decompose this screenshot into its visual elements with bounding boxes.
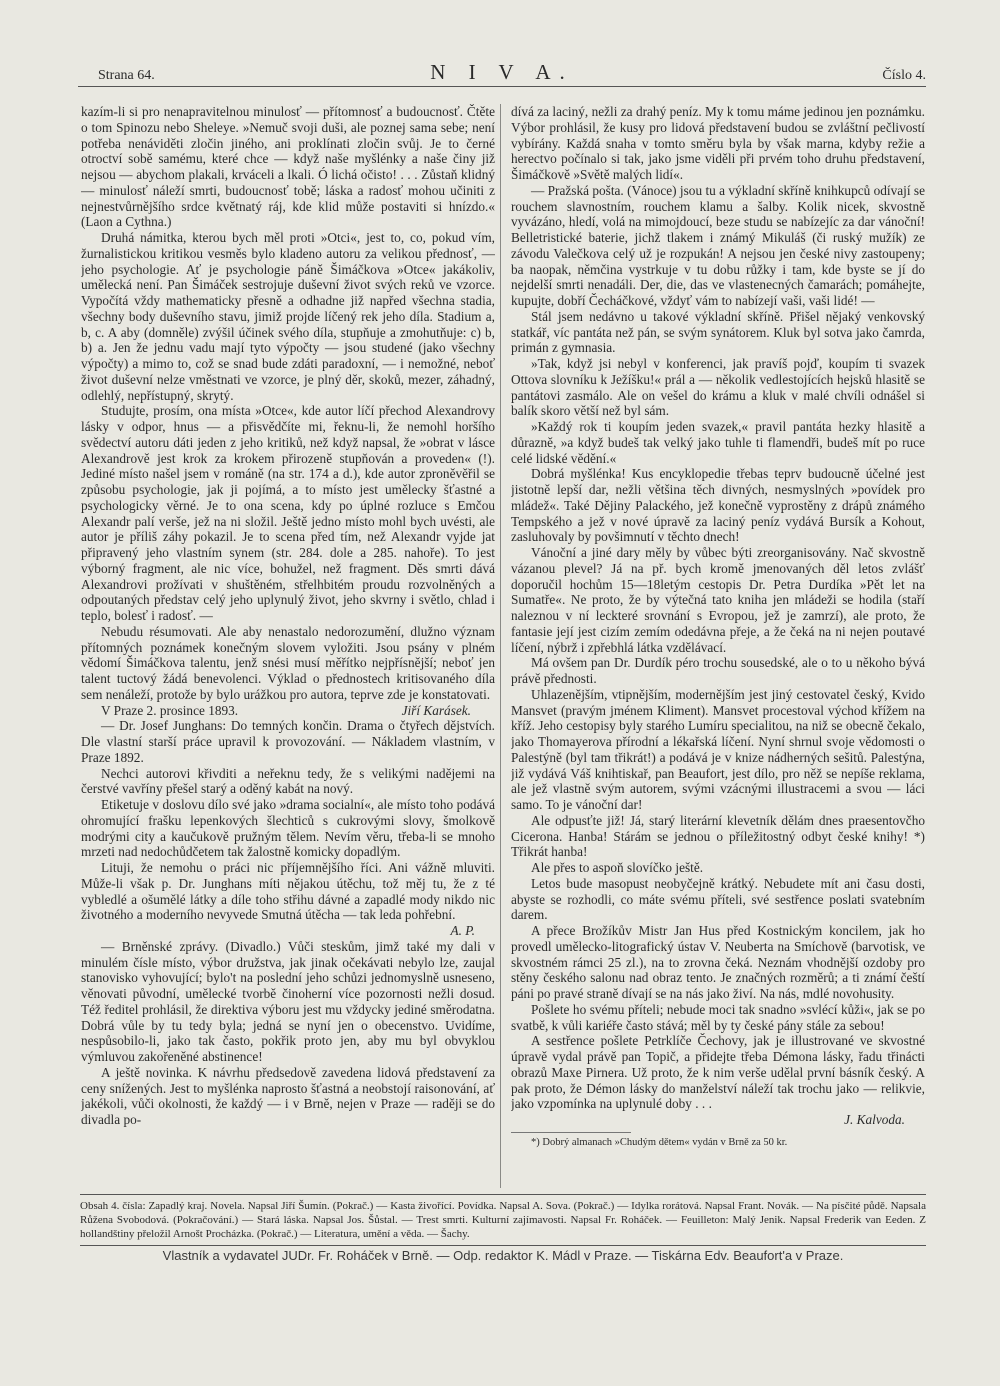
page-number: Strana 64.: [98, 68, 155, 83]
right-column: [511, 104, 925, 1188]
dateline-signature: [81, 703, 495, 719]
paragraph: Nechci autorovi křivditi a neřeknu tedy, že s velikými nadějemi na čerstvé vavříny přešel starý a oděný kabát na nový.: [81, 765, 495, 797]
paragraph: Uhlazenějším, vtipnějším, modernějším jest jiný cestovatel český, Kvido Mansvet (pravým jménem Kliment). Mansvet procestoval východ křížem na kříž. Jeho cestopisy byly starého Lumíru specialitou, na niž se obecně čekalo, jako Thomayerova přírodní a lékařská líčení. Nyní shrnul svoje vědomosti o Palestýně (byl tam třikrát!) a podává je v knize nádherných sešitů. Palestýna, již vydává Váš knihtiskař, pan Beaufort, jest dílo, pro něž se nepíše reklama, ale jež vlastně svým autorem, svými vzácnými illustracemi a svou — láci samo. To je vánoční dar!: [511, 686, 925, 812]
paragraph: Letos bude masopust neobyčejně krátký. Nebudete mít ani času dosti, abyste se rozhodli, co máte svému příteli, své sestřence poslati svatebním darem.: [511, 875, 925, 923]
review-heading-paragraph: — Dr. Josef Junghans: Do temných končin. Drama o čtyřech dějstvích. Dle vlastní starší práce upravil k provozování. — Nákladem vlastním, v Praze 1892.: [81, 718, 495, 765]
column-divider: [500, 104, 501, 1188]
paragraph: Ale přes to aspoň slovíčko ještě.: [531, 860, 704, 875]
signature: J. Kalvoda.: [844, 1112, 905, 1127]
imprint: Vlastník a vydavatel JUDr. Fr. Roháček v Brně. — Odp. redaktor K. Mádl v Praze. — Tiskárna Edv. Beaufort'a v Praze.: [162, 1248, 844, 1263]
left-column: [81, 104, 495, 1188]
paragraph: Stál jsem nedávno u takové výkladní skříně. Přišel nějaký venkovský statkář, víc pantáta než pán, se svým synátorem. Kluk byl sotva jako čamrda, primán z gymnasia.: [511, 308, 925, 356]
paragraph: dívá za laciný, nežli za drahý peníz. My k tomu máme jedinou jen poznámku. Výbor prohlásil, že kusy pro lidová představení budou se zvláštní pečlivostí vybírány. Každá snaha v tomto směru byla by však marna, kdyby režie a herectvo počínalo si tak, jako jsme viděli při prvém toho druhu představení, Šimáčkově »Světě malých lidí«.: [511, 104, 925, 182]
paragraph: Etiketuje v doslovu dílo své jako »drama socialní«, ale místo toho podává ohromující frašku lepenkových šlechticů s cukrovými slovy, šmolkově modrými city a kaučukově pružným tělem. Nevím věru, třeba-li se mnoho mrzeti nad nedochůdčetem tak žalostně komicky dopadlým.: [81, 797, 495, 860]
journal-title: N I V A.: [430, 60, 574, 84]
paragraph: Druhá námitka, kterou bych měl proti »Otci«, jest to, co, pokud vím, žurnalistickou kritikou vesměs bylo kladeno autoru za velikou přednosť, — jeho psychologie. Ať je psychologie páně Šimáčkova »Otce« jakákoliv, umělecká není. Pan Šimáček sestrojuje duševní život svých reků ve vzorce. Vypočítá vždy mathematicky přesně a odhadne již napřed všechna stadia, všechny body duševního stavu, jimiž projde líčený rek jeho díla. Stadium a, b, c. A aby (domněle) zvýšil účinek svého díla, stupňuje a zmohutňuje: c) b, b) a. Jen že jednu vadu mají tyto výpočty — jsou studené (jako všechny výpočty) a mimo to, což se snad bude zdáti paradoxní, — i nemožné, neboť život duševní nelze vměstnati ve vzorce, je plný děr, skoků, mezer, záhadný, odlehlý, nepřístupný, skrytý.: [81, 230, 495, 403]
paragraph: Vánoční a jiné dary měly by vůbec býti zreorganisovány. Nač skvostně vázanou plevel? Já na př. bych kromě jmenovaných děl letos zvlášť doporučil hochům 15—18letým cestopis Dr. Petra Durdíka »Pět let na Sumatře«. Ne proto, že by výtečná tato kniha jen mládeži se hodila (staří naleznou v ní leckteré srovnání s Evropou, jež je zamrzí), ale proto, že fantasie její jest cizím zemím odedávna přeje, a že čeká na ni nejen poutavé líčení, nýbrž i zpřebhlá látka vzdělávací.: [511, 545, 925, 655]
paragraph: »Tak, když jsi nebyl v konferenci, jak pravíš pojď, koupím ti svazek Ottova slovníku k Ježíšku!« prál a — několik vedlestojících hejsků hlasitě se pantátovi zasmálo. Ale on vešel do krámu a kluk v malé chvíli odnášel si balík skoro větší než byl sám.: [511, 356, 925, 419]
signature: Jiří Karásek.: [401, 702, 471, 718]
issue-number: Číslo 4.: [882, 68, 926, 83]
paragraph: Má ovšem pan Dr. Durdík péro trochu sousedské, ale o to u někoho bývá právě přednosti.: [511, 655, 925, 686]
page-header: [78, 60, 926, 87]
signature: A. P.: [450, 923, 475, 938]
paragraph: A ještě novinka. K návrhu předsedově zavedena lidová představení za ceny snížených. Jest to myšlénka naprosto šťastná a neobstojí raisonování, ať jakékoli, vůči okolnosti, že každý — i v Brně, nejen v Praze — raději se do divadla po-: [81, 1064, 495, 1127]
paragraph: A sestřence pošlete Petrklíče Čechovy, jak je illustrované ve skvostné úpravě vydal právě pan Topič, a přidejte třeba Démona lásky, řadu třinácti obrazů Maxe Pirnera. Už proto, že k nim verše udělal první básník český. A pak proto, že Démon lásky do manželství náleží tak trochu jako — relikvie, jako vzpomínka na uplynulé doby . . .: [511, 1033, 925, 1112]
paragraph: Ale odpusťte již! Já, starý literární klevetník dělám dnes praesentovčho Cicerona. Hanba! Stárám se jednou o příležitostný odbyt české knihy! *) Třikrát hanba!: [511, 812, 925, 860]
paragraph: Lituji, že nemohu o práci nic příjemnějšího říci. Ani vážně mluviti. Může-li však p. Dr. Junghans míti nějakou útěchu, tož měj tu, že z té vybledlé a ošumělé látky a díle toho střihu dávné a zapadlé mody nikdo nic životného a moderního nevyvede Smutná útěcha — tak leda pohřební.: [81, 860, 495, 923]
footnote: *) Dobrý almanach »Chudým dětem« vydán v Brně za 50 kr.: [531, 1136, 788, 1148]
paragraph: Pošlete ho svému příteli; nebude moci tak snadno »svlécí kůži«, jak se po svatbě, k vůli kariéře často stává; měl by ty české pány stále za sebou!: [511, 1001, 925, 1033]
footnote-rule: [511, 1132, 631, 1133]
paragraph: »Každý rok ti koupím jeden svazek,« pravil pantáta hezky hlasitě a důrazně, »a když budeš tak velký jako tuhle ti flamendři, budeš mít po ruce celé lidské vědění.«: [511, 419, 925, 466]
paragraph: Dobrá myšlénka! Kus encyklopedie třebas teprv budoucně účelné jest jistotně lepší dar, nežli většina těch divných, nesmyslných »povídek pro mládež«. Také Dějiny Palackého, jež konečně vyprostěny z drápů známého Tempského a jež v nové úpravě za laciný peníz vydává Bursík a Kohout, zasluhovaly by povšimnutí v těchto dnech!: [511, 466, 925, 545]
paragraph: kazím-li si pro nenapravitelnou minulosť — přítomnosť a budoucnosť. Čtěte o tom Spinozu nebo Sheleye. »Nemuč svoji duši, ale poznej sama sebe; není potřeba nenáviděti zločin jiného, ani proklínati zločin svůj. Je to černé otroctví sobě samému, které chce — když naše myšlénky a naše činy již nejsou — abychom plakali, krváceli a lkali. Ó lichá očisto! . . . Zůstaň klidný — minulosť náleží smrti, budoucnosť tobě; láska a radosť mohou učiniti z nejnestvůrnějšího srdce květnatý ráj, kde klid může postaviti si hnízdo.« (Laon a Cythna.): [81, 104, 495, 230]
paragraph: Nebudu résumovati. Ale aby nenastalo nedorozumění, dlužno význam přítomných poznámek konečným slovem vyložiti. Jsou psány v plném vědomí Šimáčkova talentu, jenž snési musí měřítko nejpřísnější; neboť jen talent tuctový žádá benevolenci. Výklad o přednostech kritisovaného díla sem nenáleží, protože by bylo urážkou pro autora, teprve zde je konstatovati.: [81, 623, 495, 702]
paragraph: Studujte, prosím, ona místa »Otce«, kde autor líčí přechod Alexandrovy lásky v odpor, hnus — a přisvědčíte mi, řeknu-li, že nemohl horšího svědectví autoru dáti jeden z jeho kritiků, než když napsal, že »obrat v lásce Alexandrově jest krok za krokem přirozeně stupňován a proveden« (!). Jediné místo našel jsem v románě (na str. 174 a d.), kde autor zproněvěřil se způsobu psychologie, jak ji pojímá, a to místo jest umělecky šťastné a psychologicky věrné. Je to ona scena, kdy po úplné rozluce s Emčou Alexandr palí verše, jež na ni složil. Ještě jedno místo mohl bych uvésti, ale autor je příliš záhy pokazil. Je to scena před tím, než Alexandr vyjde jat připravený jeho vlastním synem (str. 284. dole a 285. nahoře). To jest výborný fragment, ale nic více, bohužel, než fragment. Děs smrti dává Alexandrovi prožívati v shuštěném, střelhbitém proudu rozvolněných a odpoutaných představ celý jeho uplynulý život, jeho skvrny i světlo, chlad i teplo, bolesť i radosť. —: [81, 403, 495, 623]
dateline: V Praze 2. prosince 1893.: [101, 702, 239, 718]
issue-contents: Obsah 4. čísla: Zapadlý kraj. Novela. Napsal Jiří Šumín. (Pokrač.) — Kasta živořící. Povídka. Napsal A. Sova. (Pokrač.) — Idylka rorátová. Napsal Frant. Novák. — Na písčité půdě. Napsala Růžena Svobodová. (Pokračování.) — Stará láska. Napsal Jos. Šůstal. — Trest smrti. Kulturní zajímavosti. Napsal Fr. Roháček. — Feuilleton: Malý Jenik. Napsal Frederik van Eeden. Z hollandštiny přeložil Arnošt Procházka. (Pokrač.) — Literatura, umění a věda. — Šachy.: [80, 1194, 926, 1246]
paragraph: — Pražská pošta. (Vánoce) jsou tu a výkladní skříně knihkupců odívají se rouchem slavnostním, rouchem klamu a šalby. Kolik nicek, skvostně vyvázáno, hledí, volá na mimojdoucí, beze studu se nabízejíc za dar vánoční! Belletristické baterie, jichž tlakem i známý Mikuláš (či ruský mužík) ze závodu Valečkova celý už je rozpukán! A nejsou jen české nivy zastoupeny; ba naopak, němčina vystrkuje v tu dobu růžky i tam, kde byste se jí do nejdelší smrti nenadáli. Der, die, das ve vlastenecných čamarách; pomáhejte, kupujte, dobří Čecháčkové, vždyť vám to nabízejí vaši, vaši lidé! —: [511, 182, 925, 308]
paragraph: A přece Brožíkův Mistr Jan Hus před Kostnickým koncilem, jak ho provedl umělecko-litografický ústav V. Neuberta na Smíchově (barvotisk, ve skvostném rámci 25 zl.), na to zrovna čeká. Neznám vhodnější ozdoby pro stěny českého salonu nad obraz tento. Je značných rozměrů; a ti známí čeští páni po pravé straně dívají se na nás jako živí. Na nás, mdlé novohusity.: [511, 923, 925, 1001]
paragraph: — Brněnské zprávy. (Divadlo.) Vůči steskům, jimž také my dali v minulém čísle místo, výbor družstva, jak jinak očekávati nebylo lze, zaujal stanovisko vyhovující; bylo't na poslední jeho schůzi jednomyslně usneseno, věnovati původní, umělecké tvorbě činoherní více pozornosti nežli dosud. Též ředitel prohlásil, že direktiva výboru jest mu vždycky jediné směrodatna. Dobrá vůle by tu tedy byla; jedná se nyní jen o obecenstvo. Uvidíme, nespůsobilo-li, jako tak často, pokřik proto jen, aby mu byl obvyklou výmluvou zakořeněné abstinence!: [81, 938, 495, 1064]
